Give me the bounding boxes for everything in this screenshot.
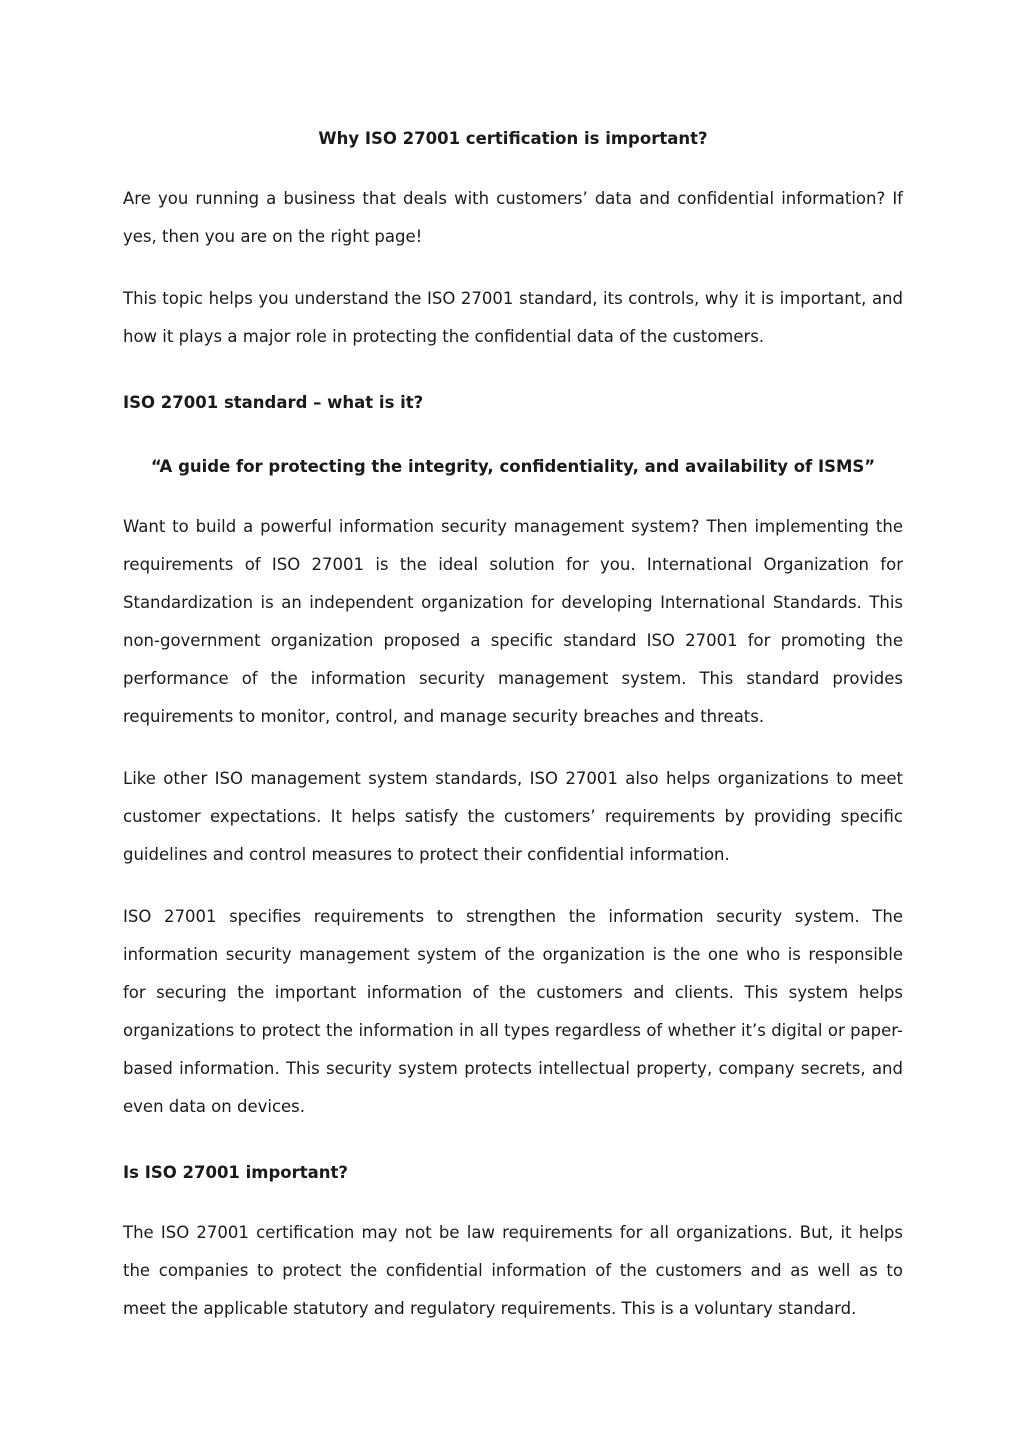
section-heading-what-is-it: ISO 27001 standard – what is it? <box>123 393 424 412</box>
section1-paragraph-3: ISO 27001 specifies requirements to strengthen the information security system. The information security management system of the organization is the one who is responsible for securing the important information of the customers and clients. This system helps organizations to protect the information in all types regardless of whether it’s digital or paper-based information. This security system protects intellectual property, company secrets, and even data on devices. <box>123 907 903 1116</box>
section-heading-is-important: Is ISO 27001 important? <box>123 1163 349 1182</box>
section-quote: “A guide for protecting the integrity, confidentiality, and availability of ISMS” <box>150 457 876 476</box>
document-title: Why ISO 27001 certification is important? <box>318 129 708 148</box>
section1-paragraph-2: Like other ISO management system standards, ISO 27001 also helps organizations to meet customer expectations. It helps satisfy the customers’ requirements by providing specific guidelines and control measures to protect their confidential information. <box>123 769 903 864</box>
section2-paragraph-1: The ISO 27001 certification may not be law requirements for all organizations. But, it helps the companies to protect the confidential information of the customers and as well as to meet the applicable statutory and regulatory requirements. This is a voluntary standard. <box>123 1223 903 1318</box>
section1-paragraph-1: Want to build a powerful information security management system? Then implementing the requirements of ISO 27001 is the ideal solution for you. International Organization for Standardization is an independent organization for developing International Standards. This non-government organization proposed a specific standard ISO 27001 for promoting the performance of the information security management system. This standard provides requirements to monitor, control, and manage security breaches and threats. <box>123 517 903 726</box>
intro-paragraph-2: This topic helps you understand the ISO 27001 standard, its controls, why it is important, and how it plays a major role in protecting the confidential data of the customers. <box>123 289 903 346</box>
intro-paragraph-1: Are you running a business that deals with customers’ data and confidential information? If yes, then you are on the right page! <box>123 189 903 246</box>
document-body <box>123 122 903 1328</box>
